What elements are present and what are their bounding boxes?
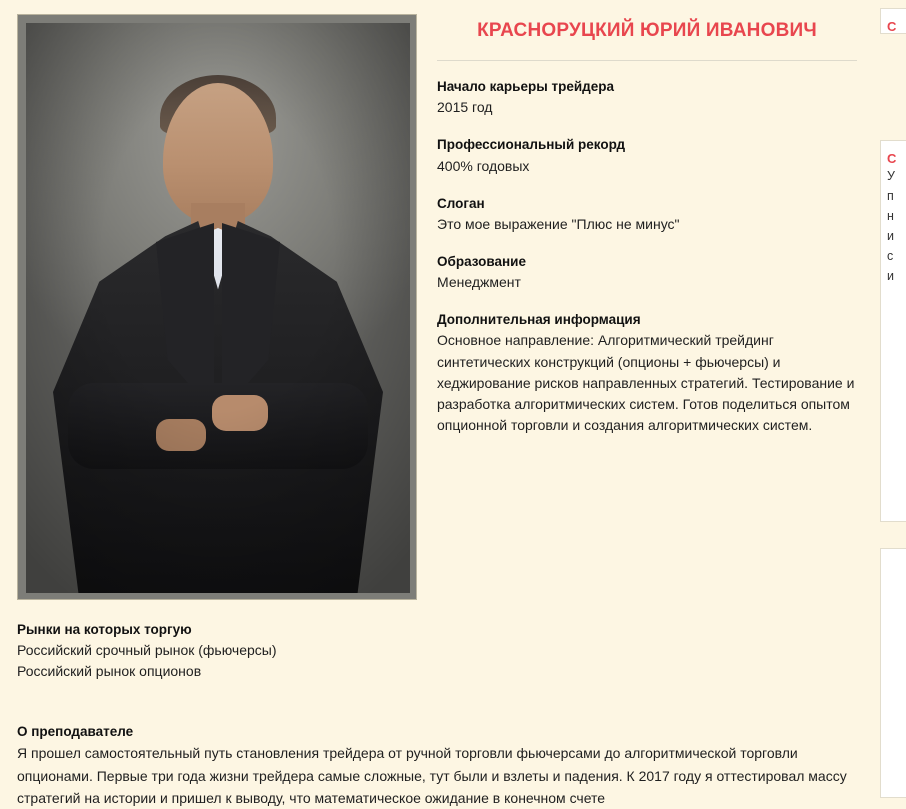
sidebar-card-middle-line: У [887, 169, 895, 183]
field-label: Образование [437, 253, 526, 269]
field-slogan [437, 194, 857, 235]
sidebar-card-middle-line: н [887, 209, 894, 223]
field-value: Менеджмент [437, 274, 521, 290]
photo-image [26, 23, 410, 593]
markets-section [17, 620, 617, 682]
field-professional-record [437, 135, 857, 176]
about-text: Я прошел самостоятельный путь становления трейдера от ручной торговли фьючерсами до алгоритмической торговли опционами. Первые три года жизни трейдера самые сложные, тут были и взлеты и падения. К 2017 году я оттестировал массу стратегий на истории и пришел к выводу, что математическое ожидание в конечном счете [17, 745, 847, 807]
field-label: Слоган [437, 195, 485, 211]
field-career-start [437, 77, 857, 118]
field-label: Профессиональный рекорд [437, 137, 626, 153]
photo-vignette [26, 23, 410, 593]
sidebar-card-middle-line: п [887, 189, 894, 203]
field-label: Дополнительная информация [437, 312, 641, 327]
sidebar-card-middle-line: с [887, 249, 894, 263]
field-value: Это мое выражение "Плюс не минус" [437, 215, 680, 232]
about-section [17, 722, 857, 809]
sidebar-card-middle-line: и [887, 229, 894, 243]
sidebar-card-top-text: С [887, 19, 897, 34]
profile-info-column [437, 14, 857, 454]
field-additional-info [437, 310, 857, 437]
sidebar-card-middle-line: и [887, 269, 894, 283]
markets-line-1: Российский срочный рынок (фьючерсы) [17, 642, 277, 659]
sidebar-card-middle[interactable] [880, 140, 906, 522]
field-value: 2015 год [437, 99, 493, 116]
field-education [437, 252, 857, 293]
about-label: О преподавателе [17, 724, 134, 739]
sidebar-card-bottom[interactable] [880, 548, 906, 798]
markets-label: Рынки на которых торгую [17, 622, 192, 637]
field-value: Основное направление: Алгоритмический трейдинг синтетических конструкций (опционы + фьючерсы) и хеджирование рисков направленных стратегий. Тестирование и разработка алгоритмических систем. Готов поделиться опытом опционной торговли и создания алгоритмических систем. [437, 332, 855, 434]
right-sidebar [872, 0, 906, 805]
divider [437, 60, 857, 61]
markets-line-2: Российский рынок опционов [17, 663, 202, 680]
person-name: КРАСНОРУЦКИЙ ЮРИЙ ИВАНОВИЧ [477, 20, 817, 41]
trainer-photo [17, 14, 417, 600]
field-value: 400% годовых [437, 157, 530, 174]
field-label: Начало карьеры трейдера [437, 79, 615, 94]
sidebar-card-middle-title: С [887, 151, 897, 166]
sidebar-card-top[interactable] [880, 8, 906, 34]
